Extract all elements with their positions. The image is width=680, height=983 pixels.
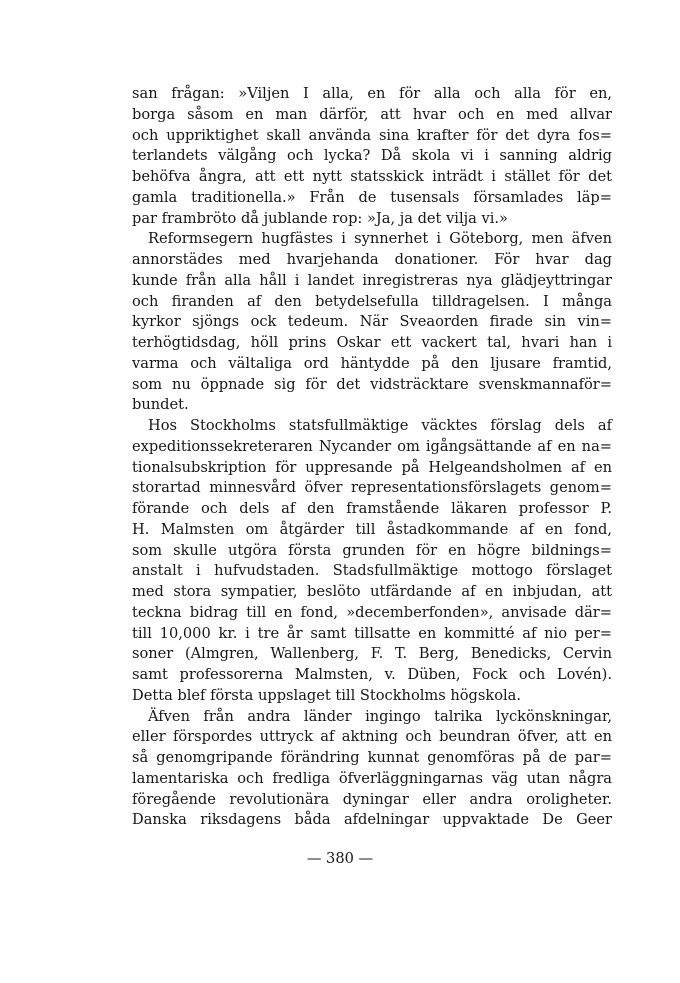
text-line: kyrkor sjöngs ock tedeum. När Sveaorden firade sin vin=	[132, 313, 612, 331]
text-line: som nu öppnade sig för det vidsträcktare svenskmannaför=	[132, 375, 612, 393]
text-line: kunde från alla håll i landet inregistreras nya glädjeyttringar	[132, 271, 612, 289]
body-text	[132, 84, 612, 831]
text-line: som skulle utgöra första grunden för en högre bildnings=	[132, 541, 612, 559]
text-line: och uppriktighet skall använda sina krafter för det dyra fos=	[132, 126, 612, 144]
text-line: Detta blef första uppslaget till Stockholms högskola.	[132, 686, 522, 704]
text-line: H. Malmsten om åtgärder till åstadkommande af en fond,	[132, 520, 612, 538]
paragraph-start-line: Reformsegern hugfästes i synnerhet i Göteborg, men äfven	[148, 230, 612, 248]
text-line: san frågan: »Viljen I alla, en för alla och alla för en,	[132, 85, 612, 102]
text-line: behöfva ångra, att ett nytt statsskick inträdt i stället för det	[132, 168, 612, 185]
text-line: förande och dels af den framstående läkaren professor P.	[132, 500, 612, 517]
text-line: expeditionssekreteraren Nycander om igångsättande af en na=	[132, 437, 612, 455]
page-number: — 380 —	[306, 850, 374, 867]
text-line: borga såsom en man därför, att hvar och en med allvar	[132, 105, 612, 123]
text-line: par frambröto då jublande rop: »Ja, ja det vilja vi.»	[132, 209, 508, 227]
text-line: gamla traditionella.» Från de tusensals församlades läp=	[132, 188, 612, 206]
text-line: annorstädes med hvarjehanda donationer. För hvar dag	[132, 251, 612, 268]
text-line: med stora sympatier, beslöto utfärdande af en inbjudan, att	[132, 583, 612, 600]
text-line: storartad minnesvård öfver representationsförslagets genom=	[132, 479, 612, 497]
text-line: teckna bidrag till en fond, »decemberfonden», anvisade där=	[132, 603, 612, 621]
text-line: soner (Almgren, Wallenberg, F. T. Berg, Benedicks, Cervin	[132, 645, 612, 663]
paragraph-start-line: Äfven från andra länder ingingo talrika lyckönskningar,	[148, 707, 612, 725]
text-line: bundet.	[132, 396, 189, 414]
text-line: anstalt i hufvudstaden. Stadsfullmäktige mottogo förslaget	[132, 562, 612, 580]
paragraph-start-line: Hos Stockholms statsfullmäktige väcktes förslag dels af	[148, 417, 612, 434]
text-line: samt professorerna Malmsten, v. Düben, Fock och Lovén).	[132, 666, 612, 683]
text-line: varma och vältaliga ord häntydde på den ljusare framtid,	[132, 354, 612, 372]
text-line: så genomgripande förändring kunnat genomföras på de par=	[132, 749, 612, 766]
text-line: och firanden af den betydelsefulla tilldragelsen. I många	[132, 292, 612, 310]
text-line: till 10,000 kr. i tre år samt tillsatte en kommitté af nio per=	[132, 624, 612, 642]
text-line: lamentariska och fredliga öfverläggningarnas väg utan några	[132, 769, 612, 787]
text-line: eller förspordes uttryck af aktning och beundran öfver, att en	[132, 728, 612, 746]
text-line: tionalsubskription för uppresande på Helgeandsholmen af en	[132, 458, 612, 476]
text-line: Danska riksdagens båda afdelningar uppvaktade De Geer	[132, 811, 612, 829]
text-line: terlandets välgång och lycka? Då skola vi i sanning aldrig	[132, 147, 612, 165]
text-line: terhögtidsdag, höll prins Oskar ett vackert tal, hvari han i	[132, 334, 612, 351]
text-line: föregående revolutionära dyningar eller andra oroligheter.	[132, 790, 612, 808]
